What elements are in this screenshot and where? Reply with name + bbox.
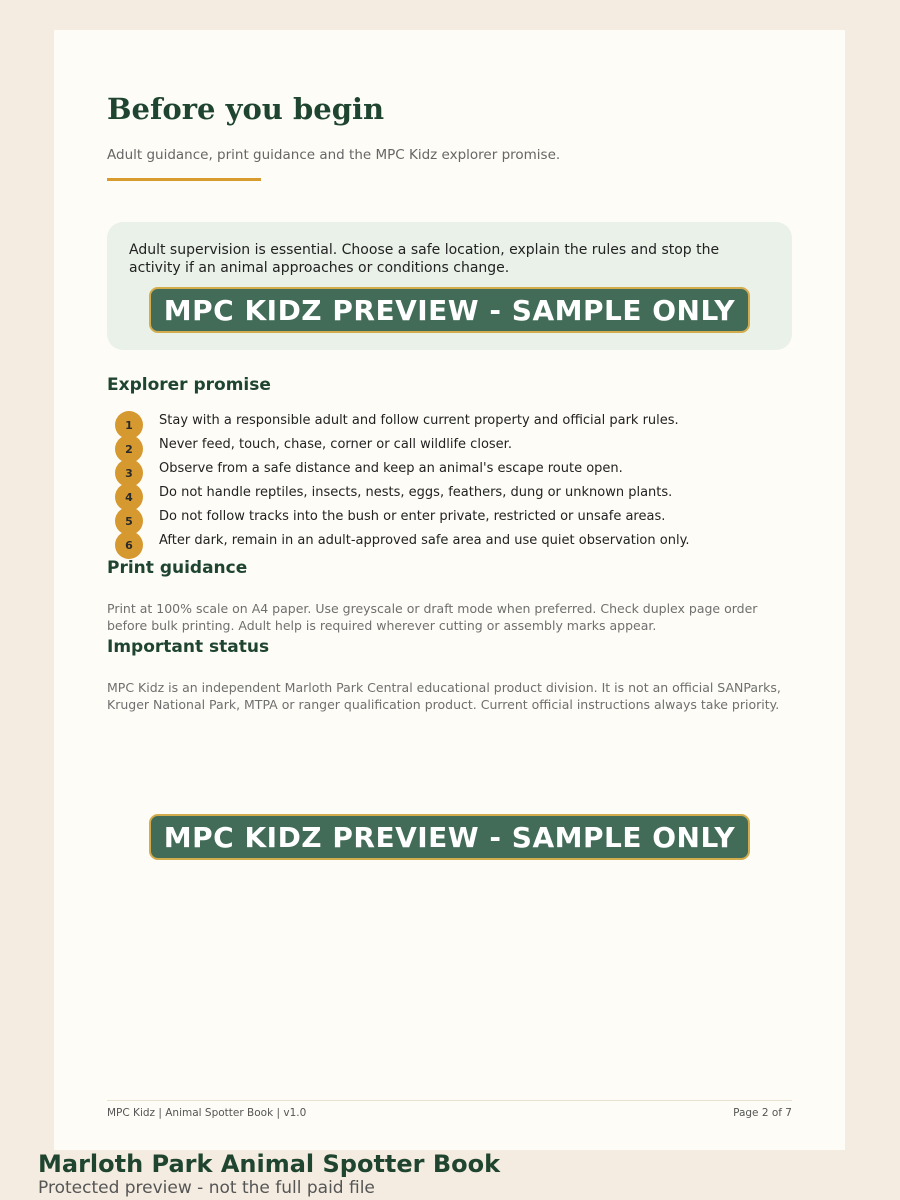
promise-number-badge: 4 (115, 483, 143, 511)
explorer-promise-heading: Explorer promise (107, 375, 271, 395)
promise-number-badge: 5 (115, 507, 143, 535)
preview-watermark-banner: MPC KIDZ PREVIEW - SAMPLE ONLY (149, 287, 750, 333)
accent-divider (107, 178, 261, 181)
important-status-heading: Important status (107, 637, 270, 657)
promise-text: Observe from a safe distance and keep an animal's escape route open. (159, 461, 623, 476)
footer-product-label: MPC Kidz | Animal Spotter Book | v1.0 (107, 1107, 307, 1119)
document-subtitle: Protected preview - not the full paid file (38, 1178, 375, 1198)
promise-item (107, 531, 807, 555)
promise-text: Do not follow tracks into the bush or enter private, restricted or unsafe areas. (159, 509, 666, 524)
promise-item (107, 411, 807, 435)
promise-item (107, 435, 807, 459)
promise-number-badge: 3 (115, 459, 143, 487)
promise-item (107, 459, 807, 483)
important-status-text: MPC Kidz is an independent Marloth Park Central educational product division. It is not an official SANParks, Kruger National Park, MTPA or ranger qualification product. Current official instructions always take priority. (107, 680, 781, 712)
promise-text: Never feed, touch, chase, corner or call wildlife closer. (159, 437, 512, 452)
document-title: Marloth Park Animal Spotter Book (38, 1150, 501, 1178)
footer-page-number: Page 2 of 7 (733, 1107, 792, 1119)
print-guidance-text: Print at 100% scale on A4 paper. Use greyscale or draft mode when preferred. Check duplex page order before bulk printing. Adult help is required wherever cutting or assembly marks appear. (107, 601, 758, 633)
preview-watermark-banner: MPC KIDZ PREVIEW - SAMPLE ONLY (149, 814, 750, 860)
promise-number-badge: 6 (115, 531, 143, 559)
promise-text: Stay with a responsible adult and follow current property and official park rules. (159, 413, 679, 428)
print-guidance-heading: Print guidance (107, 558, 248, 578)
promise-item (107, 483, 807, 507)
promise-text: After dark, remain in an adult-approved safe area and use quiet observation only. (159, 533, 690, 548)
page-title: Before you begin (107, 92, 385, 126)
promise-number-badge: 2 (115, 435, 143, 463)
document-page (54, 30, 845, 1150)
promise-number-badge: 1 (115, 411, 143, 439)
page-subtitle: Adult guidance, print guidance and the MPC Kidz explorer promise. (107, 147, 561, 163)
footer-divider (107, 1100, 792, 1101)
promise-text: Do not handle reptiles, insects, nests, eggs, feathers, dung or unknown plants. (159, 485, 673, 500)
supervision-notice-text: Adult supervision is essential. Choose a safe location, explain the rules and stop the activity if an animal approaches or conditions change. (129, 242, 720, 276)
promise-item (107, 507, 807, 531)
